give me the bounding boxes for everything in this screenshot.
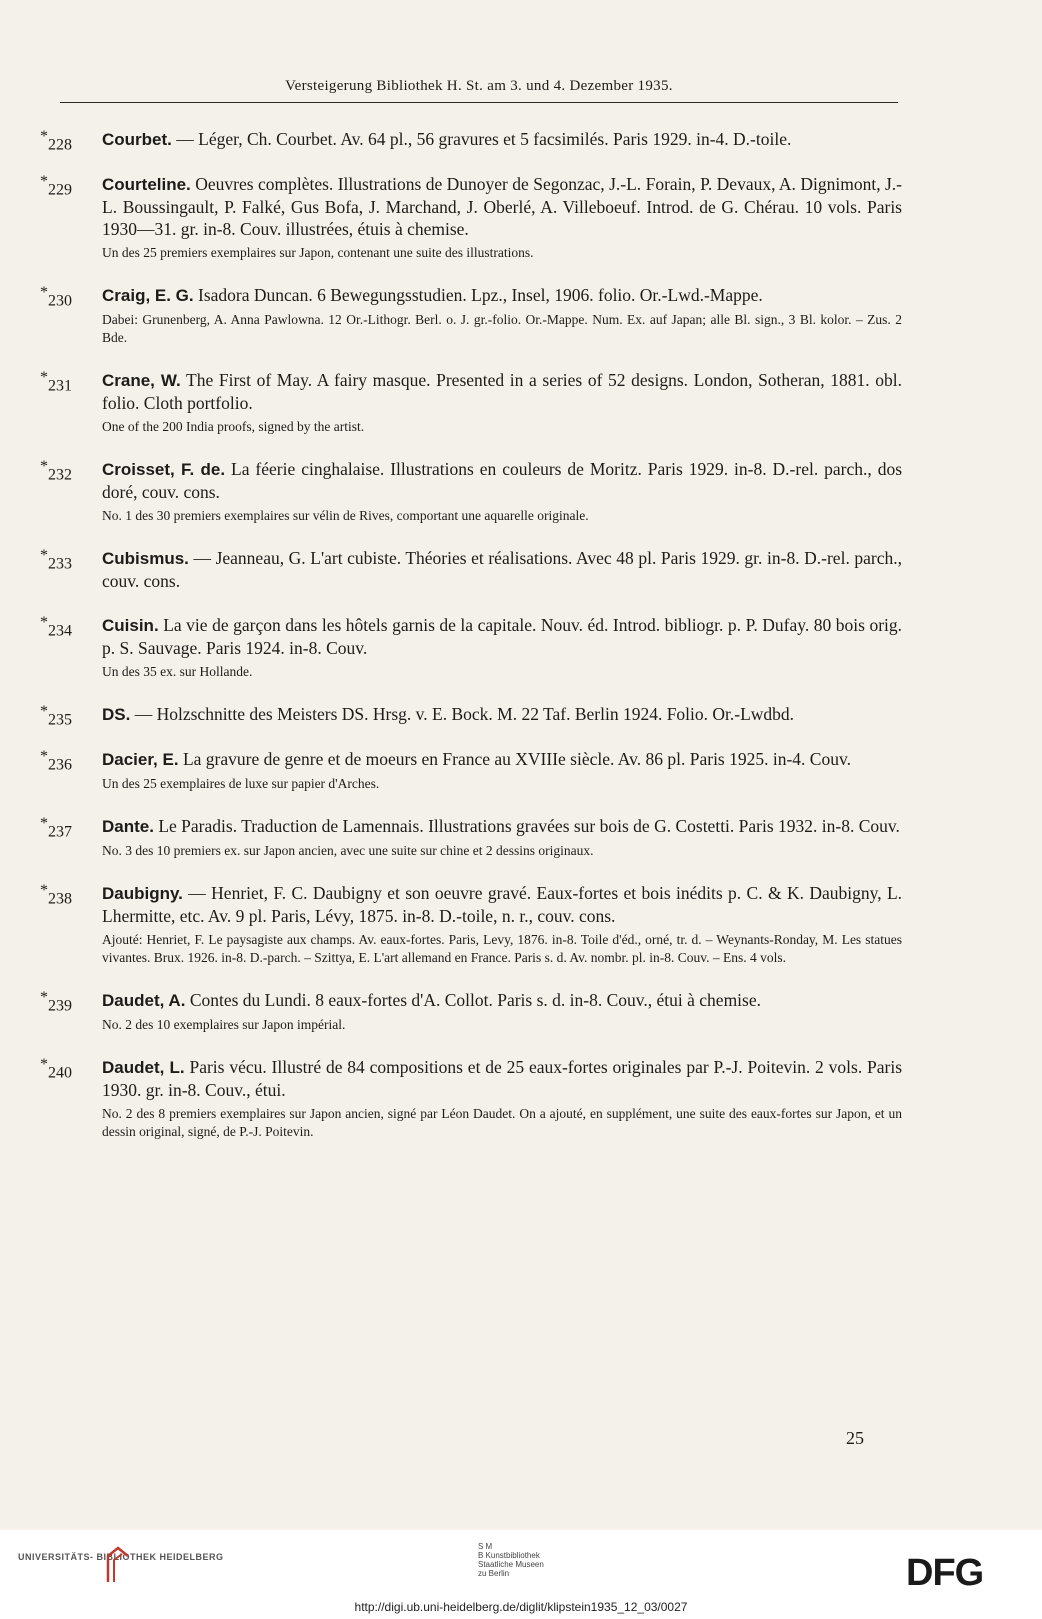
entry-note: No. 3 des 10 premiers ex. sur Japon ancien, avec une suite sur chine et 2 dessins originaux. bbox=[102, 843, 594, 858]
catalog-entry bbox=[40, 128, 902, 154]
smb-line: Staatliche Museen bbox=[478, 1560, 544, 1569]
entry-note: No. 2 des 10 exemplaires sur Japon impérial. bbox=[102, 1017, 346, 1032]
entry-note: No. 2 des 8 premiers exemplaires sur Japon ancien, signé par Léon Daudet. On a ajouté, en supplément, une suite des eaux-fortes sur Japon, et un dessin original, signé, de P.-J. Poitevin. bbox=[102, 1106, 902, 1139]
entry-author: Crane, W. bbox=[102, 371, 181, 390]
entry-author: Cuisin. bbox=[102, 616, 159, 635]
entry-note: Un des 25 premiers exemplaires sur Japon, contenant une suite des illustrations. bbox=[102, 245, 534, 260]
entry-number: *231 bbox=[40, 369, 72, 395]
entry-author: Daudet, L. bbox=[102, 1058, 185, 1077]
entry-description bbox=[102, 547, 902, 592]
catalog-entry bbox=[40, 815, 902, 860]
entry-text: Isadora Duncan. 6 Bewegungsstudien. Lpz., Insel, 1906. folio. Or.-Lwd.-Mappe. bbox=[198, 285, 763, 305]
entry-author: Dacier, E. bbox=[102, 750, 179, 769]
entry-text: Le Paradis. Traduction de Lamennais. Illustrations gravées sur bois de G. Costetti. Paris 1932. in-8. Couv. bbox=[158, 816, 900, 836]
entry-note: One of the 200 India proofs, signed by the artist. bbox=[102, 419, 365, 434]
entry-note: Un des 25 exemplaires de luxe sur papier d'Arches. bbox=[102, 776, 380, 791]
entry-author: Courbet. bbox=[102, 130, 172, 149]
catalog-entry bbox=[40, 458, 902, 525]
entry-number: *240 bbox=[40, 1056, 72, 1082]
catalog-entry bbox=[40, 989, 902, 1034]
entry-number: *229 bbox=[40, 173, 72, 199]
entry-note: Dabei: Grunenberg, A. Anna Pawlowna. 12 Or.-Lithogr. Berl. o. J. gr.-folio. Or.-Mappe. Num. Ex. auf Japan; alle Bl. sign., 3 Bl. kolor. – Zus. 2 Bde. bbox=[102, 312, 902, 345]
entry-note: Ajouté: Henriet, F. Le paysagiste aux champs. Av. eaux-fortes. Paris, Levy, 1876. in-8. Toile d'éd., orné, tr. d. – Weynants-Ronday, M. Les statues vivantes. Brux. 1926. in-8. D.-parch. – Szittya, E. L'art allemand en France. Paris s. d. Av. nombr. pl. in-8. Couv. – Ens. 4 vols. bbox=[102, 932, 902, 965]
entry-text: La gravure de genre et de moeurs en France au XVIIIe siècle. Av. 86 pl. Paris 1925. in-4. Couv. bbox=[182, 749, 851, 769]
catalog-entry bbox=[40, 369, 902, 436]
entry-text: The First of May. A fairy masque. Presented in a series of 52 designs. London, Sotheran, 1881. obl. folio. Cloth portfolio. bbox=[102, 370, 903, 413]
entry-description bbox=[102, 614, 902, 659]
dfg-logo[interactable]: DFG bbox=[906, 1552, 984, 1594]
entry-description bbox=[102, 989, 902, 1012]
entry-number: *230 bbox=[40, 284, 72, 310]
entry-text: — Henriet, F. C. Daubigny et son oeuvre gravé. Eaux-fortes et bois inédits p. C. & K. Daubigny, L. Lhermitte, etc. Av. 9 pl. Paris, Lévy, 1875. in-8. D.-toile, n. r., couv. cons. bbox=[102, 883, 903, 926]
entry-author: Daudet, A. bbox=[102, 991, 186, 1010]
catalog-entry bbox=[40, 748, 902, 793]
entry-number: *238 bbox=[40, 882, 72, 908]
entry-author: Courteline. bbox=[102, 175, 191, 194]
smb-line: S M bbox=[478, 1542, 493, 1551]
catalog-entry bbox=[40, 547, 902, 592]
entry-description bbox=[102, 128, 902, 151]
entry-note: Un des 35 ex. sur Hollande. bbox=[102, 664, 253, 679]
smb-line: zu Berlin bbox=[478, 1569, 510, 1578]
entry-author: Craig, E. G. bbox=[102, 286, 194, 305]
running-header: Versteigerung Bibliothek H. St. am 3. und 4. Dezember 1935. bbox=[285, 78, 673, 94]
entry-text: La féerie cinghalaise. Illustrations en couleurs de Moritz. Paris 1929. in-8. D.-rel. parch., dos doré, couv. cons. bbox=[102, 459, 903, 502]
entry-description bbox=[102, 815, 902, 838]
entry-text: — Holzschnitte des Meisters DS. Hrsg. v. E. Bock. M. 22 Taf. Berlin 1924. Folio. Or.-Lwdbd. bbox=[134, 704, 795, 724]
entry-note: No. 1 des 30 premiers exemplaires sur vélin de Rives, comportant une aquarelle originale. bbox=[102, 508, 589, 523]
catalog-entry bbox=[40, 882, 902, 967]
entry-text: — Léger, Ch. Courbet. Av. 64 pl., 56 gravures et 5 facsimilés. Paris 1929. in-4. D.-toile. bbox=[176, 129, 792, 149]
catalog-entry bbox=[40, 1056, 902, 1141]
library-logo-text: UNIVERSITÄTS- BIBLIOTHEK HEIDELBERG bbox=[18, 1552, 224, 1562]
entry-number: *237 bbox=[40, 815, 72, 841]
entry-text: Contes du Lundi. 8 eaux-fortes d'A. Collot. Paris s. d. in-8. Couv., étui à chemise. bbox=[189, 990, 761, 1010]
catalog-entry bbox=[40, 284, 902, 347]
entry-description bbox=[102, 703, 902, 726]
entry-description bbox=[102, 458, 902, 503]
entry-text: La vie de garçon dans les hôtels garnis de la capitale. Nouv. éd. Introd. bibliogr. p. P. Dufay. 80 bois orig. p. S. Sauvage. Paris 1924. in-8. Couv. bbox=[102, 615, 903, 658]
header-rule bbox=[60, 102, 898, 103]
entry-author: Daubigny. bbox=[102, 884, 183, 903]
entry-text: — Jeanneau, G. L'art cubiste. Théories et réalisations. Avec 48 pl. Paris 1929. gr. in-8. D.-rel. parch., couv. cons. bbox=[102, 548, 903, 591]
entry-description bbox=[102, 882, 902, 927]
entry-text: Oeuvres complètes. Illustrations de Dunoyer de Segonzac, J.-L. Forain, P. Devaux, A. Dignimont, J.-L. Boussingault, P. Falké, Gus Bofa, J. Marchand, J. Oberlé, A. Villeboeuf. Introd. de G. Chérau. 10 vols. Paris 1930—31. gr. in-8. Couv. illustrées, étuis à chemise. bbox=[102, 174, 903, 239]
entry-number: *236 bbox=[40, 748, 72, 774]
entry-description bbox=[102, 284, 902, 307]
entry-number: *234 bbox=[40, 614, 72, 640]
smb-line: B Kunstbibliothek bbox=[478, 1551, 540, 1560]
entry-number: *228 bbox=[40, 128, 72, 154]
entry-number: *239 bbox=[40, 989, 72, 1015]
library-mark-icon bbox=[104, 1544, 132, 1584]
catalog-entry bbox=[40, 703, 902, 729]
entry-description bbox=[102, 173, 902, 240]
entry-description bbox=[102, 1056, 902, 1101]
entry-author: Cubismus. bbox=[102, 549, 189, 568]
entry-author: Croisset, F. de. bbox=[102, 460, 226, 479]
smb-logo[interactable] bbox=[478, 1542, 544, 1578]
catalog-entry bbox=[40, 173, 902, 262]
entry-description bbox=[102, 369, 902, 414]
source-url-link[interactable]: http://digi.ub.uni-heidelberg.de/diglit/klipstein1935_12_03/0027 bbox=[354, 1600, 688, 1614]
page-number: 25 bbox=[846, 1428, 864, 1448]
catalog-entry bbox=[40, 614, 902, 681]
entry-number: *232 bbox=[40, 458, 72, 484]
entry-author: Dante. bbox=[102, 817, 154, 836]
entry-description bbox=[102, 748, 902, 771]
entry-text: Paris vécu. Illustré de 84 compositions et de 25 eaux-fortes originales par P.-J. Poitevin. 2 vols. Paris 1930. gr. in-8. Couv., étui. bbox=[102, 1057, 903, 1100]
catalog-entries bbox=[40, 128, 902, 1163]
footer-bar bbox=[0, 1530, 1042, 1619]
entry-number: *233 bbox=[40, 547, 72, 573]
entry-author: DS. bbox=[102, 705, 131, 724]
entry-number: *235 bbox=[40, 703, 72, 729]
